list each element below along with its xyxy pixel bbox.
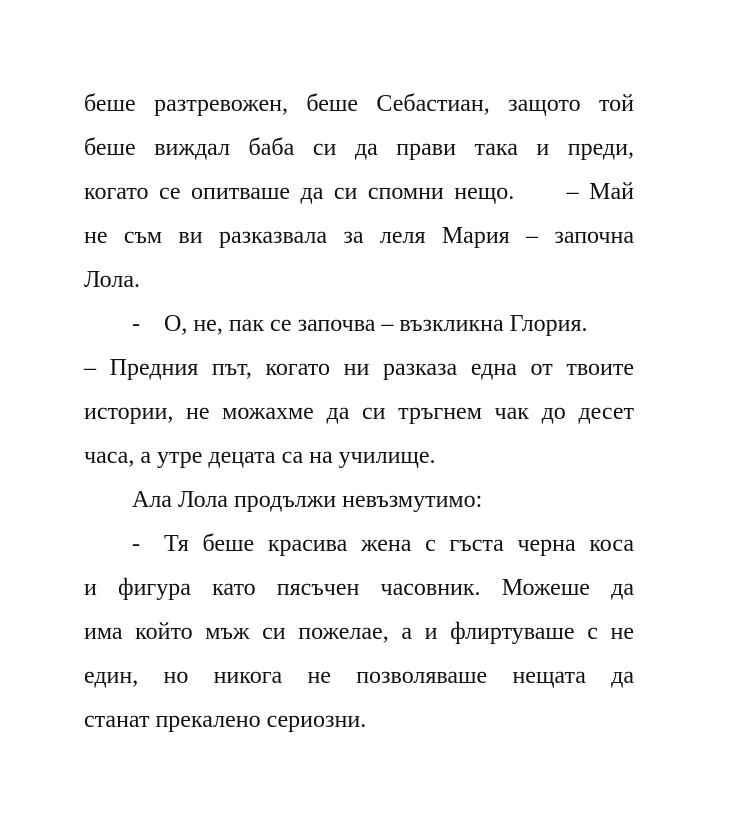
paragraph — [84, 82, 634, 302]
dialogue-first-line — [84, 302, 634, 346]
text-line: О, не, пак се започва – възкликна Глория. — [164, 311, 588, 337]
text-line: беше виждал баба си да прави така и преди, — [84, 135, 634, 161]
text-line: Лола. — [84, 267, 140, 293]
dialogue-dash: - — [132, 311, 140, 337]
dialogue-paragraph — [84, 522, 634, 742]
dialogue-first-line — [84, 522, 634, 566]
dialogue-dash: - — [132, 531, 140, 557]
text-line: беше разтревожен, беше Себастиан, защото той — [84, 91, 634, 117]
body-text — [84, 82, 634, 742]
text-line: Ала Лола продължи невъзмутимо: — [132, 487, 483, 513]
text-line: истории, не можахме да си тръгнем чак до десет — [84, 399, 634, 425]
text-line: има който мъж си пожелае, а и флиртуваше с не — [84, 619, 634, 645]
text-line: Тя беше красива жена с гъста черна коса — [164, 531, 634, 557]
text-line: – Предния път, когато ни разказа една от твоите — [84, 355, 634, 381]
text-line: станат прекалено сериозни. — [84, 707, 367, 733]
text-line: един, но никога не позволяваше нещата да — [84, 663, 634, 689]
text-line: часа, а утре децата са на училище. — [84, 443, 436, 469]
dialogue-paragraph — [84, 302, 634, 478]
text-line: не съм ви разказвала за леля Мария – започна — [84, 223, 634, 249]
text-line: и фигура като пясъчен часовник. Можеше да — [84, 575, 634, 601]
text-line: когато се опитваше да си спомни нещо. – Май — [84, 179, 634, 205]
paragraph — [84, 478, 634, 522]
